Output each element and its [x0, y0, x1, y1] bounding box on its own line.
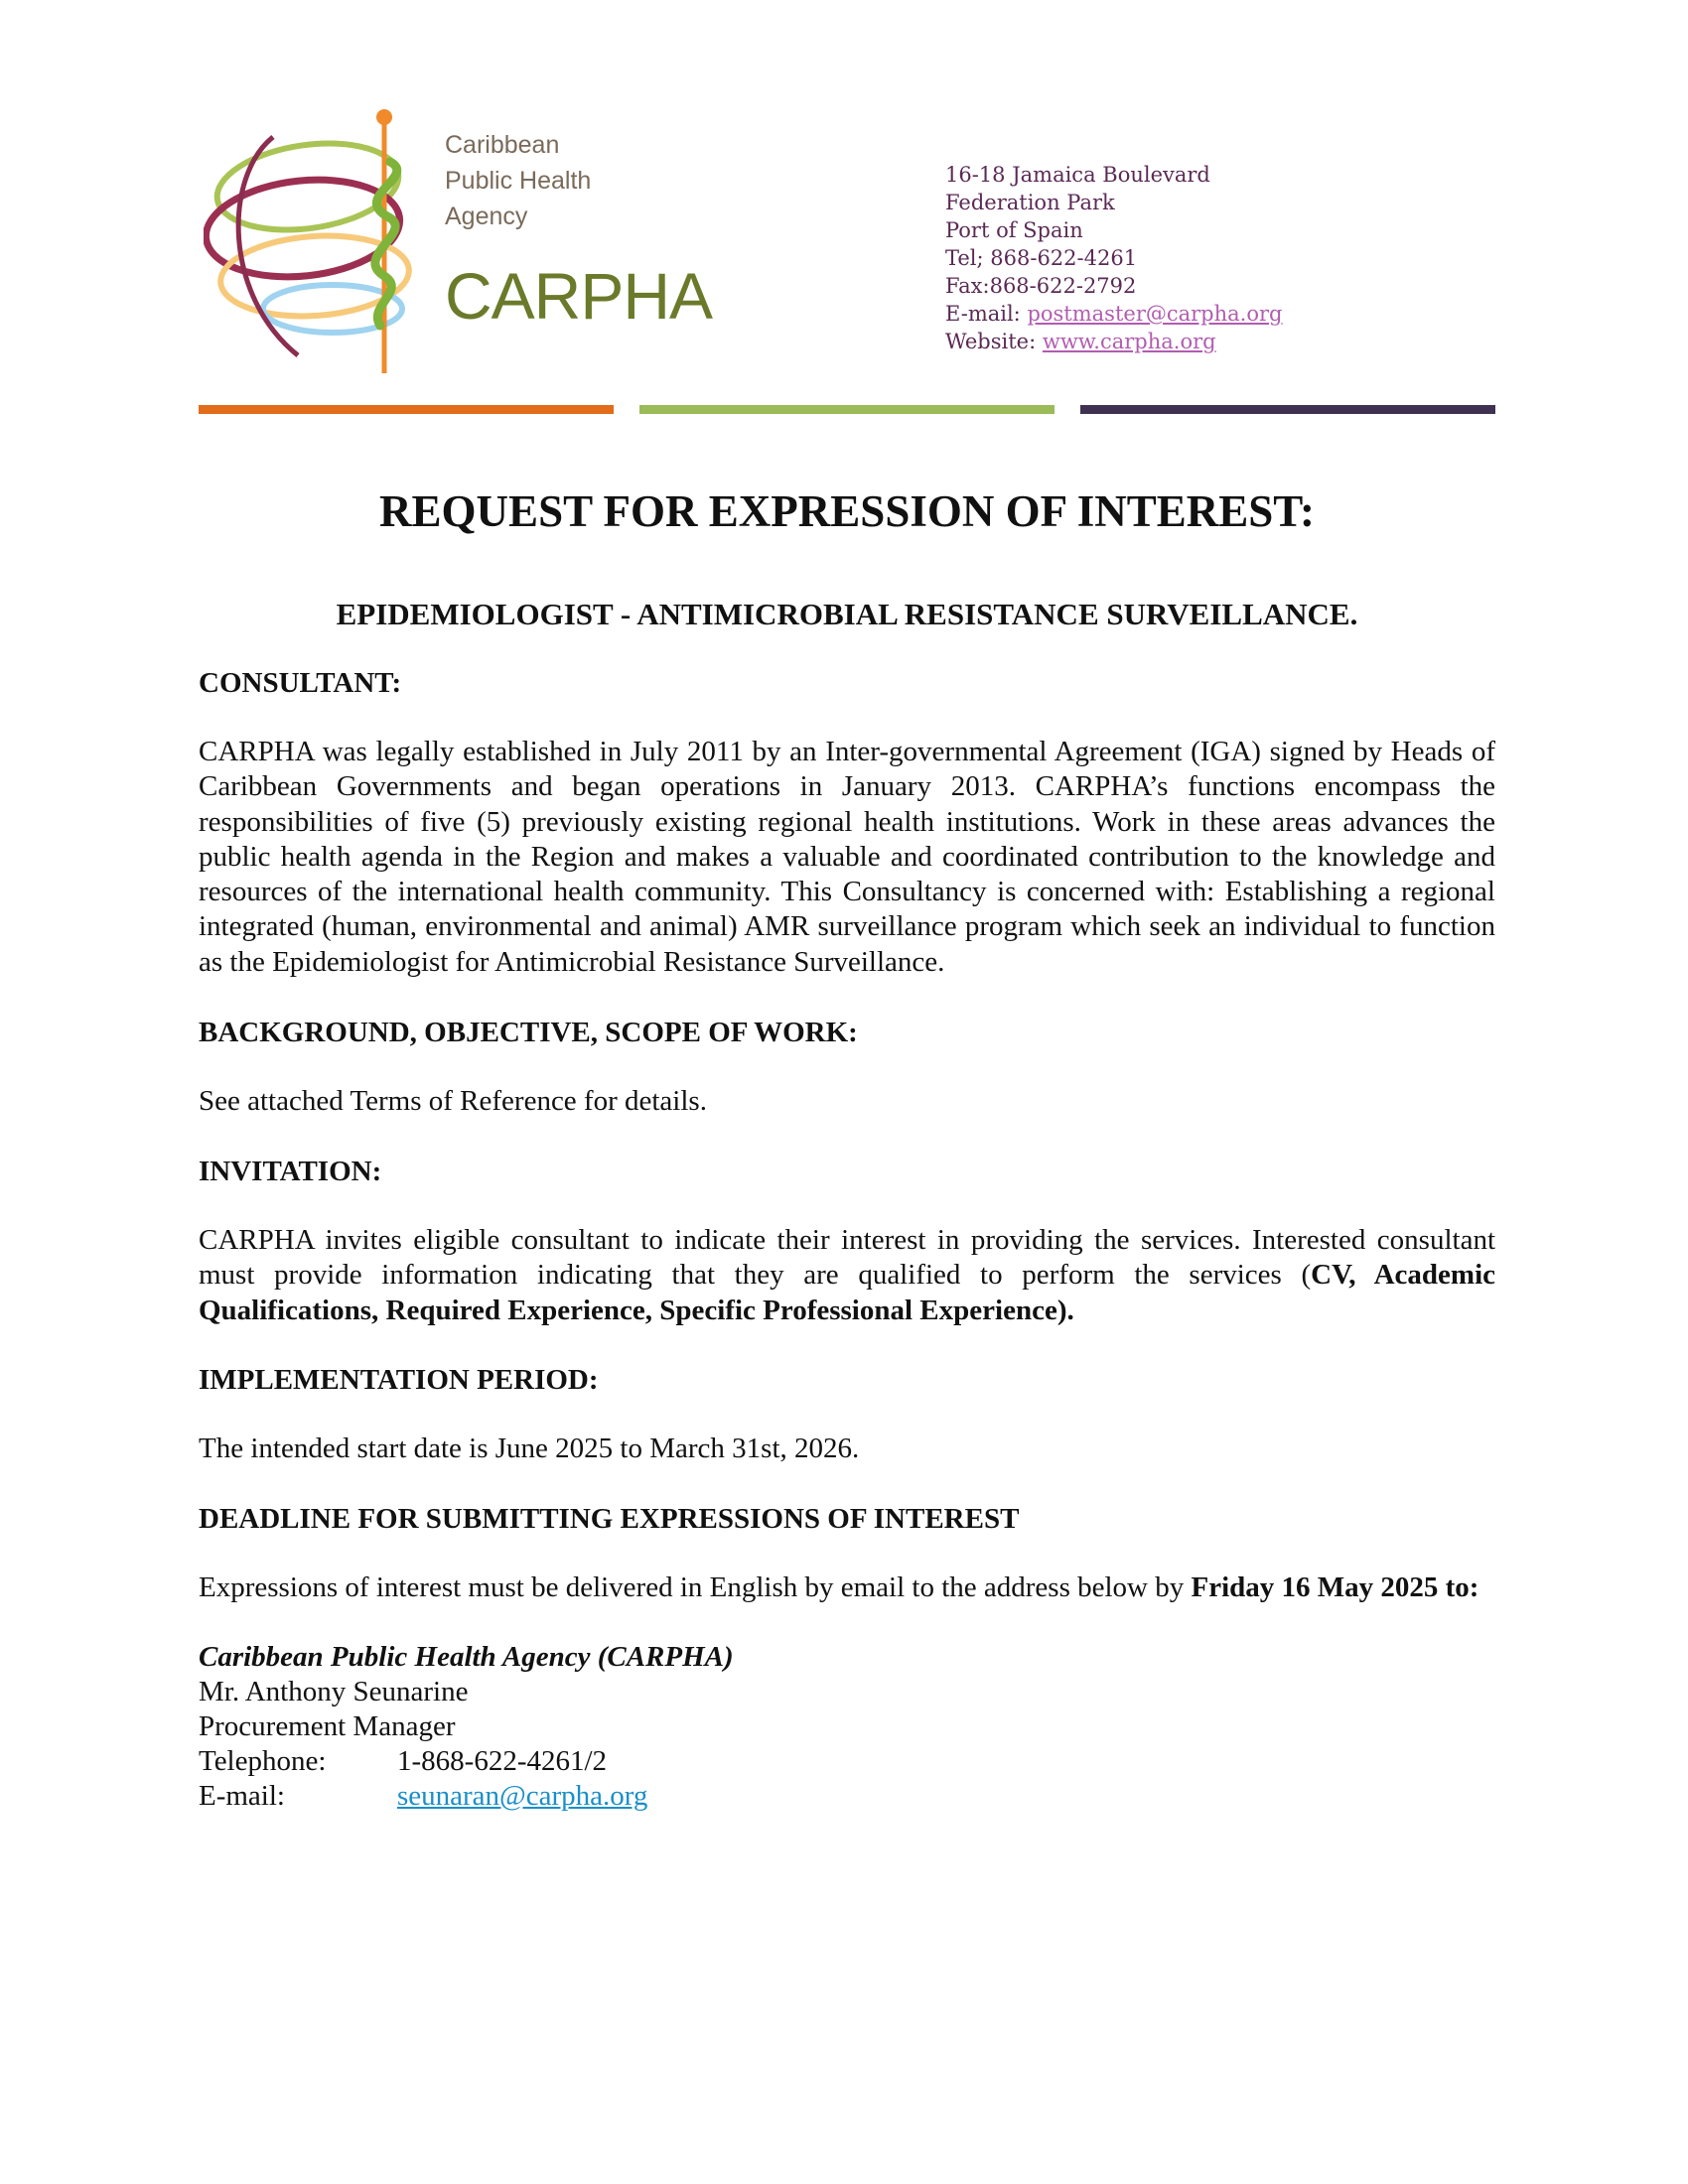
- website-line: [945, 328, 1282, 355]
- background-text: See attached Terms of Reference for details.: [199, 1085, 707, 1117]
- email-label: E-mail:: [945, 302, 1028, 326]
- invitation-paragraph: [199, 1223, 1495, 1328]
- globe-caduceus-icon: [204, 107, 442, 380]
- divider-purple: [1080, 405, 1495, 414]
- implementation-text: The intended start date is June 2025 to March 31st, 2026.: [199, 1433, 860, 1464]
- document-title: REQUEST FOR EXPRESSION OF INTEREST:: [379, 486, 1315, 536]
- address-line-1: 16-18 Jamaica Boulevard: [945, 163, 1210, 187]
- org-abbreviation: CARPHA: [445, 259, 713, 333]
- contact-telephone: 1-868-622-4261/2: [397, 1745, 608, 1777]
- invitation-requirements: CV, Academic Qualifications, Required Experience, Specific Professional Experience).: [199, 1259, 1495, 1326]
- deadline-text: Expressions of interest must be delivered in English by email to the address below by: [199, 1571, 1192, 1603]
- divider-green: [639, 405, 1055, 414]
- contact-person: Mr. Anthony Seunarine: [199, 1676, 469, 1707]
- email-line: [945, 300, 1282, 328]
- invitation-text: CARPHA invites eligible consultant to indicate their interest in providing the services. Interested consultant must provide information indicating that they are qualified to perform the services (: [199, 1224, 1495, 1292]
- contact-role: Procurement Manager: [199, 1710, 456, 1742]
- deadline-heading: DEADLINE FOR SUBMITTING EXPRESSIONS OF INTEREST: [199, 1503, 1020, 1535]
- email-link[interactable]: postmaster@carpha.org: [1027, 302, 1283, 326]
- org-name-line-3: Agency: [445, 203, 528, 230]
- telephone-line: Tel; 868-622-4261: [945, 246, 1138, 270]
- contact-telephone-label: Telephone:: [199, 1745, 327, 1777]
- website-link[interactable]: www.carpha.org: [1042, 330, 1216, 353]
- agency-name: Caribbean Public Health Agency (CARPHA): [199, 1641, 734, 1673]
- contact-email-label: E-mail:: [199, 1780, 285, 1812]
- letterhead-contact: [945, 161, 1282, 355]
- deadline-date: Friday 16 May 2025 to:: [1191, 1571, 1479, 1603]
- background-heading: BACKGROUND, OBJECTIVE, SCOPE OF WORK:: [199, 1017, 858, 1048]
- deadline-paragraph: [199, 1570, 1495, 1605]
- divider-orange: [199, 405, 614, 414]
- website-label: Website:: [945, 330, 1043, 353]
- org-name-line-1: Caribbean: [445, 131, 560, 159]
- contact-email-link[interactable]: seunaran@carpha.org: [397, 1780, 648, 1812]
- consultant-paragraph: CARPHA was legally established in July 2011 by an Inter-governmental Agreement (IGA) signed by Heads of Caribbean Governments and began operations in January 2013. CARPHA’s functions encompass the responsibilities of five (5) previously existing regional health institutions. Work in these areas advances the public health agenda in the Region and makes a valuable and coordinated contribution to the knowledge and resources of the international health community. This Consultancy is concerned with: Establishing a regional integrated (human, environmental and animal) AMR surveillance program which seek an individual to function as the Epidemiologist for Antimicrobial Resistance Surveillance.: [199, 736, 1495, 978]
- implementation-heading: IMPLEMENTATION PERIOD:: [199, 1364, 599, 1396]
- consultant-heading: CONSULTANT:: [199, 667, 402, 699]
- fax-line: Fax:868-622-2792: [945, 274, 1137, 298]
- org-name-line-2: Public Health: [445, 167, 592, 195]
- address-line-3: Port of Spain: [945, 218, 1083, 242]
- invitation-heading: INVITATION:: [199, 1156, 382, 1187]
- carpha-logo: [204, 107, 720, 380]
- address-line-2: Federation Park: [945, 191, 1115, 214]
- document-subtitle: EPIDEMIOLOGIST - ANTIMICROBIAL RESISTANCE SURVEILLANCE.: [336, 597, 1358, 631]
